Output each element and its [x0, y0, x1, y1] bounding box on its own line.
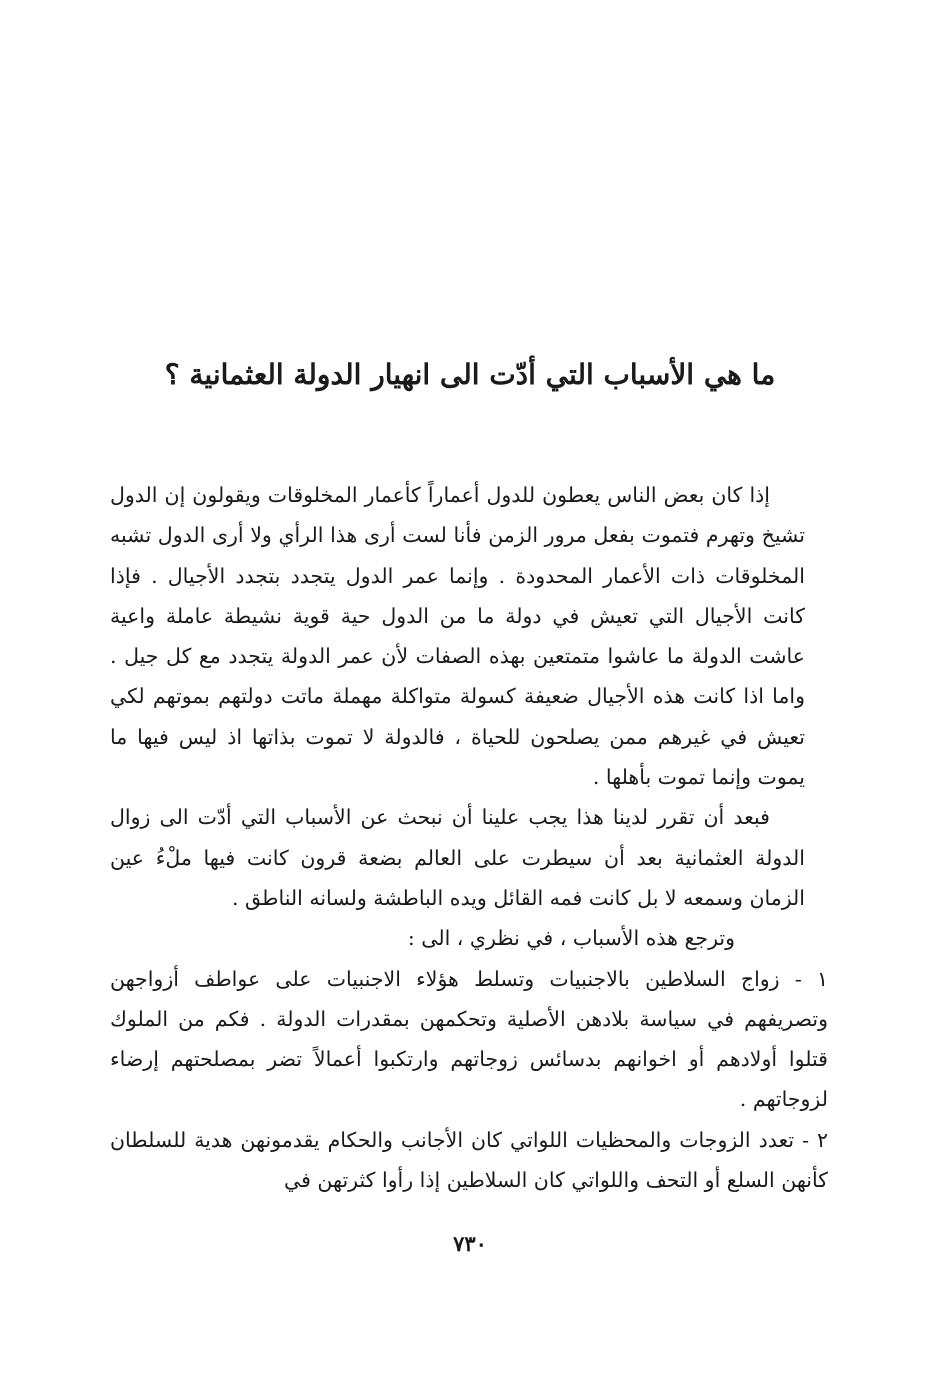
paragraph-research: فبعد أن تقرر لدينا هذا يجب علينا أن نبحث عن الأسباب التي أدّت الى زوال الدولة العثمانية بعد أن سيطرت على العالم بضعة قرون كانت فيها ملْءُ عين الزمان وسمعه لا بل كانت فمه القائل ويده الباطشة ولسانه الناطق . [110, 805, 805, 910]
body-text [110, 475, 828, 1200]
list-item-number: ٢ - [802, 1127, 828, 1152]
list-item [110, 959, 828, 1120]
list-item-text: زواج السلاطين بالاجنبيات وتسلط هؤلاء الاجنبيات على عواطف أزواجهن وتصريفهم في سياسة بلادهن الأصلية وتحكمهن بمقدرات الدولة . فكم من الملوك قتلوا أولادهم أو اخوانهم بدسائس زوجاتهم وارتكبوا أعمالاً تضر بمصلحتهم إرضاء لزوجاتهم . [110, 966, 828, 1112]
paragraph-causes-lead: وترجع هذه الأسباب ، في نظري ، الى : [407, 926, 735, 951]
page-title: ما هي الأسباب التي أدّت الى انهيار الدولة العثمانية ؟ [164, 358, 776, 391]
page-number: ٧٣٠ [453, 1231, 487, 1256]
list-item-text: تعدد الزوجات والمحظيات اللواتي كان الأجانب والحكام يقدمونهن هدية للسلطان كأنهن السلع أو التحف واللواتي كان السلاطين إذا رأوا كثرتهن في [110, 1127, 828, 1193]
list-item [110, 1120, 828, 1201]
paragraph-intro: إذا كان بعض الناس يعطون للدول أعماراً كأعمار المخلوقات ويقولون إن الدول تشيخ وتهرم فتموت بفعل مرور الزمن فأنا لست أرى هذا الرأي ولا أرى الدول تشبه المخلوقات ذات الأعمار المحدودة . وإنما عمر الدول يتجدد بتجدد الأجيال . فإذا كانت الأجيال التي تعيش في دولة ما من الدول حية قوية نشيطة عاملة واعية عاشت الدولة ما عاشوا متمتعين بهذه الصفات لأن عمر الدولة يتجدد مع كل جيل . واما اذا كانت هذه الأجيال ضعيفة كسولة متواكلة مهملة ماتت دولتهم بموتهم لكي تعيش في غيرهم ممن يصلحون للحياة ، فالدولة لا تموت بذاتها اذ ليس فيها ما يموت وإنما تموت بأهلها . [110, 483, 805, 790]
causes-list [110, 959, 828, 1201]
list-item-number: ١ - [794, 966, 828, 991]
